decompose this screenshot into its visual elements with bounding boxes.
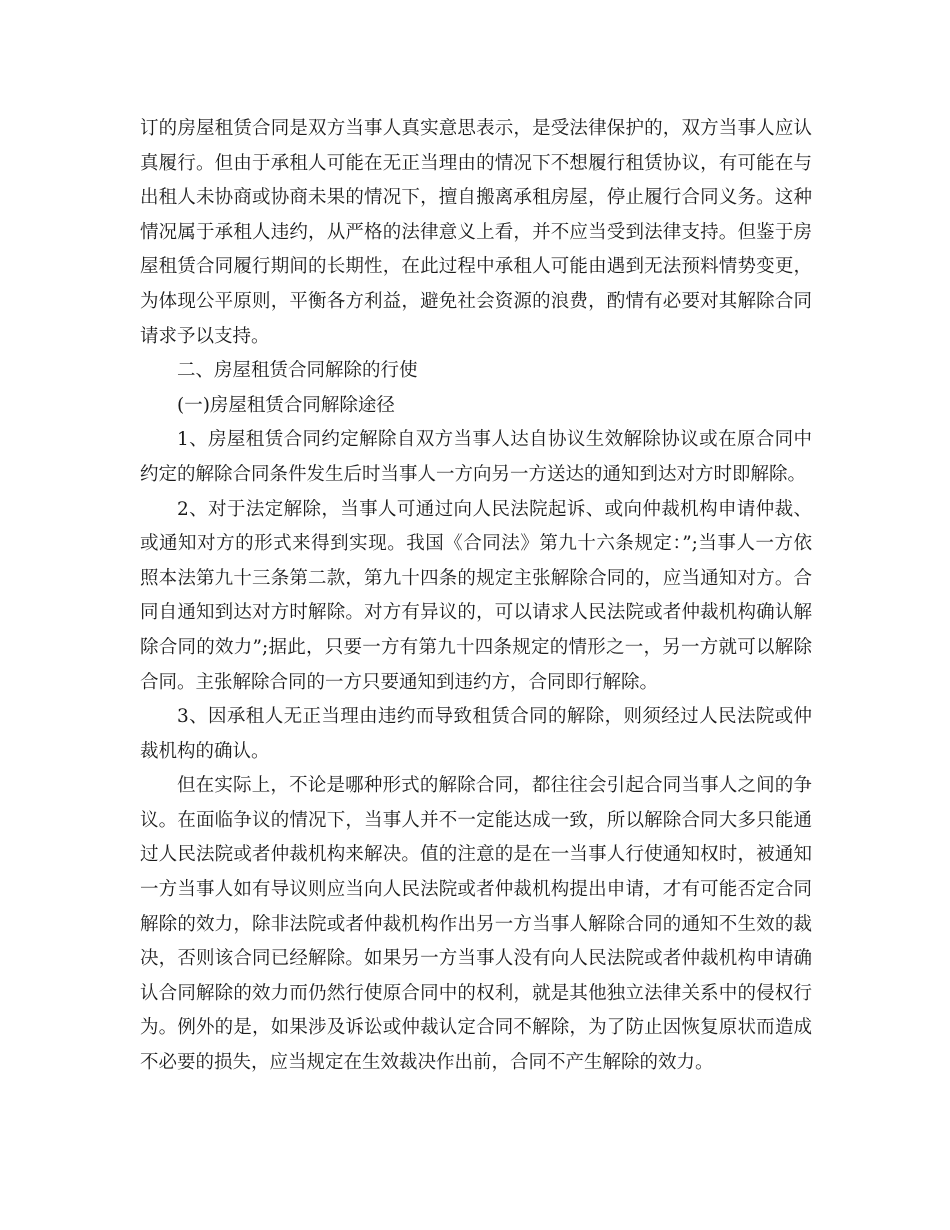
paragraph-conclusion: 但在实际上，不论是哪种形式的解除合同，都往往会引起合同当事人之间的争议。在面临争议的情况下，当事人并不一定能达成一致，所以解除合同大多只能通过人民法院或者仲裁机构来解决。值的注意的是在一当事人行使通知权时，被通知一方当事人如有导议则应当向人民法院或者仲裁机构提出申请，才有可能否定合同解除的效力，除非法院或者仲裁机构作出另一方当事人解除合同的通知不生效的裁决，否则该合同已经解除。如果另一方当事人没有向人民法院或者仲裁机构申请确认合同解除的效力而仍然行使原合同中的权利，就是其他独立法律关系中的侵权行为。例外的是，如果涉及诉讼或仲裁认定合同不解除，为了防止因恢复原状而造成不必要的损失，应当规定在生效裁决作出前，合同不产生解除的效力。	[140, 775, 812, 1074]
paragraph-item-3: 3、因承租人无正当理由违约而导致租赁合同的解除，则须经过人民法院或仲裁机构的确认。	[140, 706, 812, 762]
subsection-heading: (一)房屋租赁合同解除途径	[177, 394, 395, 416]
paragraph-item-1: 1、房屋租赁合同约定解除自双方当事人达自协议生效解除协议或在原合同中约定的解除合同条件发生后时当事人一方向另一方送达的通知到达对方时即解除。	[140, 429, 812, 485]
paragraph-continuation: 订的房屋租赁合同是双方当事人真实意思表示，是受法律保护的，双方当事人应认真履行。但由于承租人可能在无正当理由的情况下不想履行租赁协议，有可能在与出租人未协商或协商未果的情况下，擅自搬离承租房屋，停止履行合同义务。这种情况属于承租人违约，从严格的法律意义上看，并不应当受到法律支持。但鉴于房屋租赁合同履行期间的长期性，在此过程中承租人可能由遇到无法预料情势变更，为体现公平原则，平衡各方利益，避免社会资源的浪费，酌情有必要对其解除合同请求予以支持。	[140, 118, 812, 347]
section-heading: 二、房屋租赁合同解除的行使	[177, 360, 418, 382]
paragraph-item-2: 2、对于法定解除，当事人可通过向人民法院起诉、或向仲裁机构申请仲裁、或通知对方的形式来得到实现。我国《合同法》第九十六条规定：”;当事人一方依照本法第九十三条第二款，第九十四条的规定主张解除合同的，应当通知对方。合同自通知到达对方时解除。对方有异议的，可以请求人民法院或者仲裁机构确认解除合同的效力”;据此，只要一方有第九十四条规定的情形之一，另一方就可以解除合同。主张解除合同的一方只要通知到违约方，合同即行解除。	[140, 498, 812, 693]
document-body	[140, 112, 812, 1081]
